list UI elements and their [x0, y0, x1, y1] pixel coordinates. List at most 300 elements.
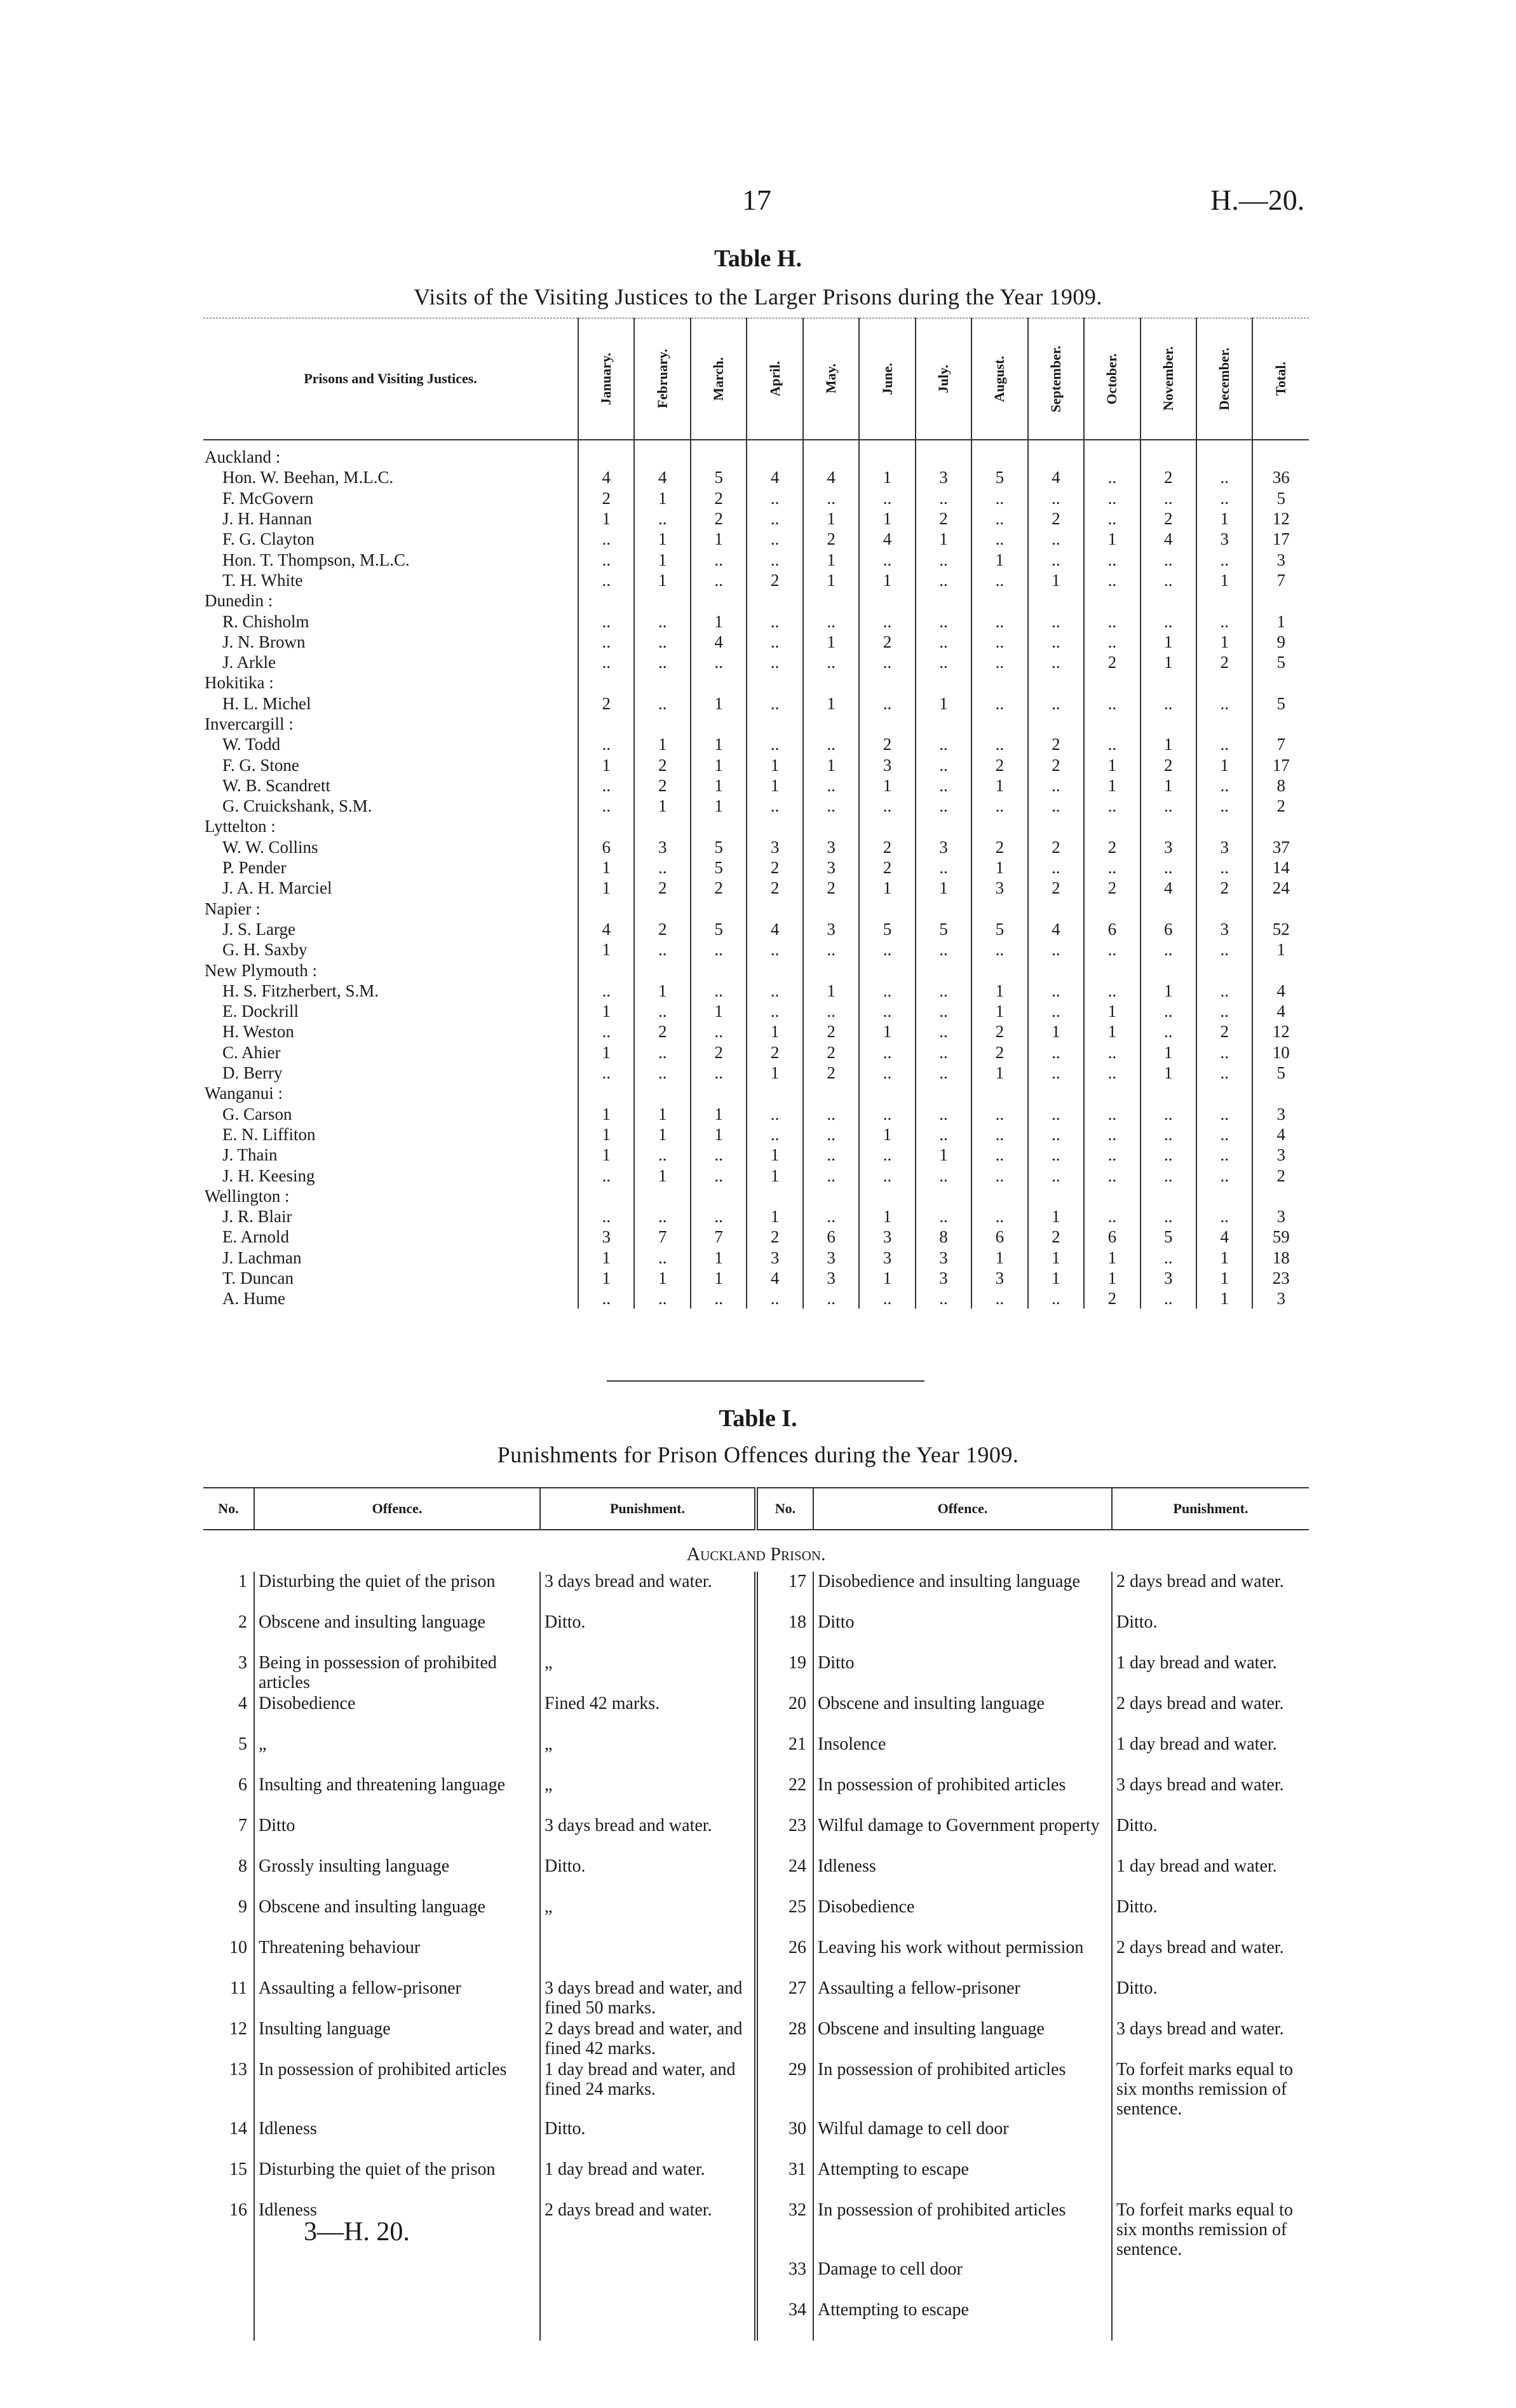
offence-text	[254, 2300, 540, 2341]
justice-row	[203, 549, 1309, 569]
visit-count-cell: ..	[1196, 549, 1252, 569]
visit-count-cell	[1252, 440, 1309, 467]
offence-text: Insolence	[813, 1734, 1112, 1775]
visit-count-cell: 1	[691, 1001, 747, 1021]
visit-count-cell: ..	[634, 652, 690, 672]
punishment-text: „	[540, 1775, 756, 1816]
table-h-title: Visits of the Visiting Justices to the Larger Prisons during the Year 1909.	[414, 284, 1102, 310]
offence-text: Disobedience	[254, 1694, 540, 1734]
visit-count-cell	[1084, 714, 1140, 734]
punishment-text	[540, 2259, 756, 2300]
offence-text: Ditto	[813, 1653, 1112, 1694]
visit-count-cell: ..	[859, 488, 915, 508]
justice-row	[203, 939, 1309, 960]
punishment-text	[1112, 2300, 1309, 2341]
visit-count-cell: ..	[578, 652, 634, 672]
visit-count-cell: ..	[747, 611, 802, 631]
prison-name: Dunedin :	[205, 591, 273, 611]
visit-count-cell: ..	[1084, 1104, 1140, 1124]
visit-count-cell: ..	[971, 570, 1027, 590]
visit-count-cell: 1	[578, 857, 634, 878]
offence-number: 13	[229, 2060, 247, 2079]
visit-count-cell: ..	[1084, 693, 1140, 714]
visit-count-cell	[691, 816, 747, 836]
visit-count-cell: ..	[1028, 857, 1084, 878]
visit-count-cell	[747, 816, 802, 836]
prison-name: Lyttelton :	[205, 817, 276, 836]
visit-count-cell: ..	[916, 1021, 971, 1042]
visit-count-cell: ..	[1140, 1104, 1196, 1124]
justice-row	[203, 1206, 1309, 1227]
offence-number: 18	[756, 1612, 813, 1653]
visit-count-cell: 14	[1252, 857, 1309, 878]
visit-count-cell: ..	[747, 1001, 802, 1021]
visit-count-cell: 1	[578, 1248, 634, 1268]
offence-number: 32	[756, 2200, 813, 2259]
visit-count-cell: 1	[634, 734, 690, 754]
offence-text: Disturbing the quiet of the prison	[254, 1572, 540, 1612]
visit-count-cell: ..	[1084, 467, 1140, 487]
visit-count-cell: 12	[1252, 1021, 1309, 1042]
visit-count-cell: 2	[1196, 652, 1252, 672]
prison-name: Auckland :	[205, 447, 281, 467]
visit-count-cell: 2	[803, 529, 859, 549]
visit-count-cell	[634, 672, 690, 693]
offence-text: Obscene and insulting language	[813, 1694, 1112, 1734]
visit-count-cell: 1	[578, 1145, 634, 1165]
visit-count-cell	[578, 960, 634, 980]
justice-row	[203, 632, 1309, 652]
visit-count-cell	[691, 714, 747, 734]
visit-count-cell: ..	[747, 632, 802, 652]
justice-row	[203, 467, 1309, 487]
visit-count-cell: 1	[1028, 1248, 1084, 1268]
visit-count-cell: 1	[1140, 734, 1196, 754]
visit-count-cell	[691, 590, 747, 611]
visit-count-cell	[1252, 899, 1309, 919]
visit-count-cell: ..	[916, 611, 971, 631]
visit-count-cell: 4	[803, 467, 859, 487]
visit-count-cell: 2	[691, 488, 747, 508]
visit-count-cell: ..	[1140, 939, 1196, 960]
punishment-text	[540, 1938, 756, 1978]
visit-count-cell	[634, 899, 690, 919]
visit-count-cell: ..	[859, 652, 915, 672]
visit-count-cell: 3	[1252, 1104, 1309, 1124]
punishment-text: 3 days bread and water.	[1112, 1775, 1309, 1816]
prison-name: Wanganui :	[205, 1084, 283, 1103]
visit-count-cell: ..	[1140, 857, 1196, 878]
visit-count-cell: 3	[803, 857, 859, 878]
visit-count-cell: ..	[691, 1021, 747, 1042]
visit-count-cell: 7	[1252, 734, 1309, 754]
visit-count-cell: ..	[803, 775, 859, 796]
justice-name: J. S. Large	[222, 919, 295, 939]
visit-count-cell: ..	[634, 1042, 690, 1063]
visit-count-cell	[1084, 672, 1140, 693]
punishment-text: 1 day bread and water, and fined 24 marks.	[540, 2060, 756, 2119]
visit-count-cell: 1	[634, 1124, 690, 1145]
visit-count-cell: 4	[747, 1268, 802, 1288]
visit-count-cell: 1	[803, 693, 859, 714]
visit-count-cell: ..	[691, 570, 747, 590]
visit-count-cell: ..	[1140, 1124, 1196, 1145]
justice-name: F. G. Stone	[222, 755, 299, 775]
visit-count-cell: ..	[578, 1063, 634, 1083]
offence-text: Threatening behaviour	[254, 1938, 540, 1978]
visit-count-cell	[916, 440, 971, 467]
prison-group-row	[203, 960, 1309, 980]
offence-number: 15	[229, 2160, 247, 2179]
offence-text: In possession of prohibited articles	[813, 2200, 1112, 2259]
offence-row	[203, 2019, 1309, 2060]
visit-count-cell	[747, 960, 802, 980]
offence-number: 3	[238, 1653, 247, 1673]
visit-count-cell: 1	[971, 857, 1027, 878]
visit-count-cell: 1	[634, 570, 690, 590]
justice-row	[203, 1124, 1309, 1145]
visit-count-cell: 9	[1252, 632, 1309, 652]
visit-count-cell: ..	[971, 488, 1027, 508]
visit-count-cell	[1252, 960, 1309, 980]
punishment-text: 2 days bread and water.	[1112, 1938, 1309, 1978]
visit-count-cell: 2	[691, 1042, 747, 1063]
justice-row	[203, 1248, 1309, 1268]
visit-count-cell: 1	[634, 1104, 690, 1124]
justice-row	[203, 529, 1309, 549]
visit-count-cell	[916, 899, 971, 919]
visit-count-cell: 3	[916, 1268, 971, 1288]
visit-count-cell: ..	[634, 1063, 690, 1083]
offence-number	[203, 2300, 254, 2341]
visit-count-cell: 4	[578, 919, 634, 939]
visit-count-cell	[747, 672, 802, 693]
header-offence: Offence.	[254, 1488, 540, 1530]
justice-row	[203, 611, 1309, 631]
visit-count-cell: 2	[1252, 796, 1309, 816]
justice-name: J. Thain	[222, 1145, 278, 1165]
visit-count-cell: ..	[1028, 1165, 1084, 1185]
prison-name: Invercargill :	[205, 714, 294, 733]
visit-count-cell	[1028, 1083, 1084, 1103]
visit-count-cell: ..	[634, 693, 690, 714]
visit-count-cell: 5	[691, 837, 747, 857]
visit-count-cell: ..	[1140, 1145, 1196, 1165]
offence-text: Obscene and insulting language	[813, 2019, 1112, 2060]
visit-count-cell: 2	[691, 878, 747, 898]
visit-count-cell: 3	[1252, 1288, 1309, 1309]
offence-text	[254, 2259, 540, 2300]
visit-count-cell: 1	[859, 878, 915, 898]
justice-name: J. H. Keesing	[222, 1166, 315, 1185]
punishment-text: 1 day bread and water.	[540, 2160, 756, 2200]
visit-count-cell	[971, 714, 1027, 734]
visit-count-cell	[971, 672, 1027, 693]
visit-count-cell: ..	[916, 1124, 971, 1145]
visit-count-cell: 1	[1028, 570, 1084, 590]
visit-count-cell	[1252, 590, 1309, 611]
justice-row	[203, 1021, 1309, 1042]
visit-count-cell: 3	[803, 837, 859, 857]
visit-count-cell: 1	[634, 529, 690, 549]
offence-number: 9	[238, 1897, 247, 1917]
visit-count-cell	[691, 899, 747, 919]
visit-count-cell: 1	[1140, 632, 1196, 652]
visit-count-cell: ..	[1196, 939, 1252, 960]
visit-count-cell: ..	[1196, 1042, 1252, 1063]
offence-number: 1	[238, 1572, 247, 1591]
punishment-text: „	[540, 1897, 756, 1938]
column-header-month: June.	[859, 318, 915, 440]
justice-row	[203, 981, 1309, 1001]
visit-count-cell: ..	[1140, 570, 1196, 590]
visit-count-cell: 7	[1252, 570, 1309, 590]
visit-count-cell: ..	[859, 1165, 915, 1185]
visit-count-cell: ..	[916, 939, 971, 960]
visit-count-cell: ..	[1028, 529, 1084, 549]
visit-count-cell: 5	[1252, 693, 1309, 714]
visit-count-cell: 1	[1196, 754, 1252, 775]
visit-count-cell: 1	[1140, 981, 1196, 1001]
visit-count-cell: 2	[1028, 508, 1084, 529]
visit-count-cell: 1	[691, 529, 747, 549]
visit-count-cell: 1	[803, 632, 859, 652]
visit-count-cell: ..	[1084, 857, 1140, 878]
justice-name: T. Duncan	[222, 1269, 294, 1288]
visit-count-cell	[1084, 590, 1140, 611]
visit-count-cell: 1	[916, 1145, 971, 1165]
visit-count-cell: ..	[971, 632, 1027, 652]
visit-count-cell: ..	[1084, 570, 1140, 590]
punishment-text: Ditto.	[1112, 1612, 1309, 1653]
visit-count-cell: ..	[578, 1165, 634, 1185]
justice-row	[203, 1063, 1309, 1083]
visit-count-cell: 3	[803, 1248, 859, 1268]
visit-count-cell: ..	[1196, 981, 1252, 1001]
visit-count-cell: 1	[1084, 1248, 1140, 1268]
visit-count-cell: ..	[1196, 1104, 1252, 1124]
visit-count-cell: 3	[1252, 1145, 1309, 1165]
justice-name: G. Carson	[222, 1104, 292, 1124]
header-offence: Offence.	[813, 1488, 1112, 1530]
visit-count-cell: ..	[1084, 734, 1140, 754]
visit-count-cell: ..	[1084, 508, 1140, 529]
offence-text: In possession of prohibited articles	[813, 1775, 1112, 1816]
visit-count-cell: 1	[803, 754, 859, 775]
visit-count-cell: 1	[1084, 1268, 1140, 1288]
offence-number: 27	[756, 1978, 813, 2019]
visit-count-cell: 5	[691, 857, 747, 878]
visit-count-cell: ..	[1196, 488, 1252, 508]
visit-count-cell: ..	[803, 939, 859, 960]
offence-text: Idleness	[254, 2119, 540, 2160]
visit-count-cell	[634, 714, 690, 734]
visit-count-cell	[916, 816, 971, 836]
offence-number: 16	[229, 2200, 247, 2220]
visit-count-cell: 1	[1196, 632, 1252, 652]
visit-count-cell	[1196, 960, 1252, 980]
visit-count-cell: ..	[1196, 1145, 1252, 1165]
visit-count-cell: 1	[691, 693, 747, 714]
offence-number: 22	[756, 1775, 813, 1816]
visit-count-cell: 12	[1252, 508, 1309, 529]
offence-row	[203, 1572, 1309, 1612]
visit-count-cell: 52	[1252, 919, 1309, 939]
visit-count-cell: 4	[691, 632, 747, 652]
visit-count-cell	[1028, 899, 1084, 919]
document-reference: H.—20.	[1210, 184, 1305, 216]
offence-number: 5	[238, 1734, 247, 1754]
visit-count-cell: ..	[1140, 1165, 1196, 1185]
prison-group-row	[203, 590, 1309, 611]
visit-count-cell: 10	[1252, 1042, 1309, 1063]
offence-row	[203, 1856, 1309, 1897]
offence-text: „	[254, 1734, 540, 1775]
visit-count-cell	[1140, 960, 1196, 980]
visit-count-cell	[1084, 816, 1140, 836]
visit-count-cell	[803, 1186, 859, 1206]
justice-name: J. N. Brown	[222, 632, 306, 651]
justice-name: J. Arkle	[222, 653, 276, 672]
visit-count-cell: 3	[747, 1248, 802, 1268]
visit-count-cell: ..	[1196, 734, 1252, 754]
offence-number	[203, 2259, 254, 2300]
punishment-text	[1112, 2259, 1309, 2300]
visit-count-cell	[859, 1083, 915, 1103]
visit-count-cell: 2	[1140, 508, 1196, 529]
offence-number: 14	[229, 2119, 247, 2139]
visit-count-cell: 1	[578, 1124, 634, 1145]
visit-count-cell: ..	[747, 734, 802, 754]
visit-count-cell: ..	[1196, 611, 1252, 631]
visit-count-cell: 1	[859, 1206, 915, 1227]
visit-count-cell	[859, 960, 915, 980]
justice-row	[203, 1268, 1309, 1288]
column-header-month: October.	[1084, 318, 1140, 440]
visit-count-cell: ..	[916, 775, 971, 796]
visit-count-cell	[803, 1083, 859, 1103]
visit-count-cell: ..	[971, 1165, 1027, 1185]
column-header-month: Total.	[1252, 318, 1309, 440]
visit-count-cell: ..	[1196, 775, 1252, 796]
justice-row	[203, 1165, 1309, 1185]
visit-count-cell	[634, 816, 690, 836]
visit-count-cell: ..	[916, 488, 971, 508]
visit-count-cell: 3	[1140, 837, 1196, 857]
punishment-text: Ditto.	[540, 2119, 756, 2160]
visit-count-cell: 1	[859, 1268, 915, 1288]
visit-count-cell: 1	[578, 754, 634, 775]
visit-count-cell: 5	[971, 467, 1027, 487]
visit-count-cell: 59	[1252, 1227, 1309, 1247]
visit-count-cell: 5	[916, 919, 971, 939]
visit-count-cell: ..	[691, 939, 747, 960]
offence-text: In possession of prohibited articles	[813, 2060, 1112, 2119]
punishment-text: 3 days bread and water, and fined 50 marks.	[540, 1978, 756, 2019]
visit-count-cell	[1084, 960, 1140, 980]
justice-name: H. S. Fitzherbert, S.M.	[222, 981, 379, 1000]
visit-count-cell: 23	[1252, 1268, 1309, 1288]
punishment-text: 2 days bread and water.	[1112, 1694, 1309, 1734]
visit-count-cell	[971, 816, 1027, 836]
visit-count-cell: 1	[971, 981, 1027, 1001]
visit-count-cell	[1140, 1186, 1196, 1206]
visit-count-cell: 2	[916, 508, 971, 529]
visit-count-cell: 1	[1196, 1288, 1252, 1309]
visit-count-cell: 2	[1028, 837, 1084, 857]
justice-name: E. Arnold	[222, 1227, 289, 1247]
visit-count-cell	[578, 590, 634, 611]
visit-count-cell: ..	[634, 632, 690, 652]
visit-count-cell	[971, 440, 1027, 467]
visit-count-cell: ..	[1196, 1165, 1252, 1185]
visit-count-cell: 1	[803, 508, 859, 529]
header-no: No.	[756, 1488, 813, 1530]
visit-count-cell: ..	[1140, 549, 1196, 569]
visit-count-cell: 5	[1252, 652, 1309, 672]
justice-name: F. McGovern	[222, 488, 314, 508]
visit-count-cell: 1	[691, 1268, 747, 1288]
visit-count-cell: ..	[691, 1206, 747, 1227]
visit-count-cell	[634, 960, 690, 980]
visit-count-cell	[859, 440, 915, 467]
punishment-text: Ditto.	[540, 1856, 756, 1897]
visit-count-cell: 1	[1140, 1063, 1196, 1083]
visit-count-cell: 4	[747, 467, 802, 487]
visit-count-cell: ..	[691, 981, 747, 1001]
visit-count-cell: 5	[691, 919, 747, 939]
offence-row	[203, 2119, 1309, 2160]
visit-count-cell: 1	[691, 1248, 747, 1268]
visit-count-cell: 1	[578, 508, 634, 529]
visit-count-cell: 1	[971, 775, 1027, 796]
visit-count-cell: 1	[691, 1104, 747, 1124]
justice-row	[203, 1288, 1309, 1309]
visit-count-cell: 1	[1140, 775, 1196, 796]
visit-count-cell: 6	[971, 1227, 1027, 1247]
visit-count-cell: 2	[747, 857, 802, 878]
justice-row	[203, 734, 1309, 754]
justice-name: Hon. T. Thompson, M.L.C.	[222, 550, 410, 569]
punishment-text: 3 days bread and water.	[540, 1816, 756, 1856]
visit-count-cell: 5	[1252, 1063, 1309, 1083]
visit-count-cell: 3	[859, 754, 915, 775]
visit-count-cell: ..	[1084, 1165, 1140, 1185]
visit-count-cell: ..	[1196, 1063, 1252, 1083]
visit-count-cell: ..	[803, 611, 859, 631]
visit-count-cell	[691, 672, 747, 693]
justice-name: W. B. Scandrett	[222, 775, 330, 795]
visit-count-cell: ..	[1028, 632, 1084, 652]
visit-count-cell: 1	[1252, 611, 1309, 631]
visit-count-cell: ..	[1028, 1001, 1084, 1021]
prison-name: Wellington :	[205, 1186, 290, 1206]
justice-name: E. Dockrill	[222, 1002, 299, 1021]
visit-count-cell	[691, 1083, 747, 1103]
punishment-text: Ditto.	[1112, 1816, 1309, 1856]
visit-count-cell: ..	[1028, 775, 1084, 796]
justice-row	[203, 1104, 1309, 1124]
visit-count-cell: 1	[578, 1001, 634, 1021]
justice-name: G. H. Saxby	[222, 940, 308, 960]
visit-count-cell: 5	[691, 467, 747, 487]
justice-name: P. Pender	[222, 858, 287, 878]
offence-number: 34	[756, 2300, 813, 2341]
justice-name: J. A. H. Marciel	[222, 878, 332, 898]
visit-count-cell: 1	[634, 488, 690, 508]
visit-count-cell	[1028, 590, 1084, 611]
visit-count-cell	[747, 714, 802, 734]
